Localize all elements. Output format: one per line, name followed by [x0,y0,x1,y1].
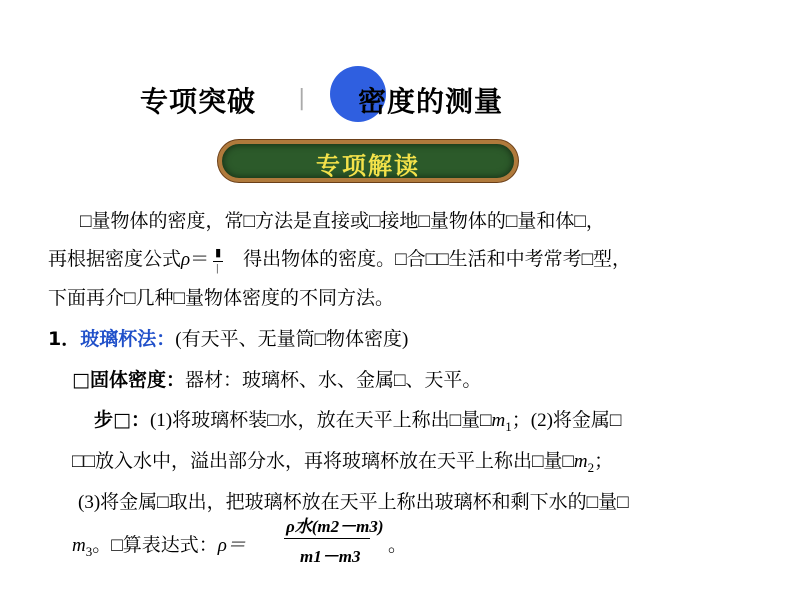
steps-title: 步□： [94,409,150,431]
section1-title: 玻璃杯法： [80,328,176,350]
formula-denominator: m1－m3 [300,547,361,566]
section1-heading [48,324,408,351]
solid-density-equipment: 器材：玻璃杯、水、金属□、天平。 [184,370,482,391]
solid-density-line [72,365,481,392]
var-m2-sub: 2 [587,459,595,475]
var-m1: m [491,410,506,431]
steps-line1-tail: ；(2)将金属□ [511,410,622,431]
formula-numerator: ρ水(m2－m3) [286,517,384,536]
para1-line2-start: 再根据密度公式 [48,249,182,270]
formula-end: 。 [388,535,408,556]
var-m1-sub: 1 [505,418,512,434]
section1-number: 1． [48,328,81,350]
density-formula-mini: ▮ | [215,246,222,274]
var-m2: m [573,451,588,472]
steps-line2-text: □□放入水中，溢出部分水，再将玻璃杯放在天平上称出□量□ [72,451,574,472]
steps-line4 [72,530,246,560]
var-m3: m [72,535,86,556]
formula-fraction-bar [284,538,370,539]
steps-line1 [94,405,621,435]
title-topic: 专项突破 [140,85,257,118]
equals-sign: ＝ [190,249,210,270]
banner-label: 专项解读 [316,152,420,180]
title-subject: 密度的测量 [358,85,504,118]
steps-line2 [72,446,613,476]
steps-line2-tail: ； [594,451,614,472]
rho-symbol: ρ [181,249,191,270]
steps-line4-text: 。□算表达式： [92,535,218,556]
section1-note: (有天平、无量筒□物体密度) [175,329,409,350]
para1-line1: □量物体的密度，常□方法是直接或□接地□量物体的□量和体□， [80,211,605,232]
steps-line3: (3)将金属□取出，把玻璃杯放在天平上称出玻璃杯和剩下水的□量□ [78,492,629,513]
para1-line3: 下面再介□几种□量物体密度的不同方法。 [48,288,394,309]
steps-line1-text: (1)将玻璃杯装□水，放在天平上称出□量□ [149,410,492,431]
solid-density-title: □固体密度： [72,369,185,391]
var-m3-sub: 3 [85,543,93,559]
section-banner [218,140,518,182]
slide-title [0,66,800,126]
formula-lhs: ρ＝ [217,535,246,556]
para1-line2-end: 得出物体的密度。□合□□生活和中考常考□型， [243,249,632,270]
para1-line2 [48,244,632,274]
title-separator: | [298,86,306,111]
